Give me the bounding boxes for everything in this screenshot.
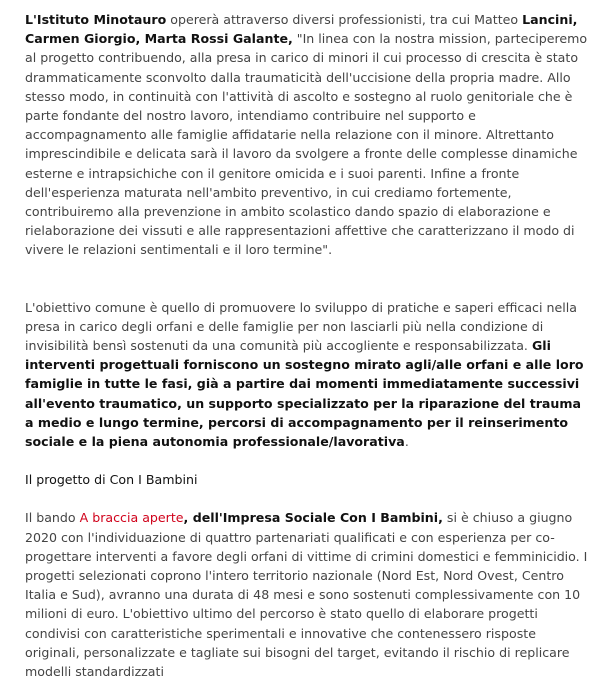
quote-text: "In linea con la nostra mission, parteciperemo al progetto contribuendo, alla presa in carico di minori il cui processo di crescita è stato drammaticamente sconvolto dalla traumaticità dell'uccisione della propria madre. Allo stesso modo, in continuità con l'attività di ascolto e sostegno al ruolo genitoriale che è parte fondante del nostro lavoro, intendiamo contribuire nel supporto e accompagnamento alle famiglie affidatarie nella relazione con il minore. Altrettanto imprescindibile e delicata sarà il lavoro da svolgere a fronte delle complesse dinamiche esterne e intrapsichiche con il genitore omicida e i suoi parenti. Infine a fronte dell'esperienza maturata nell'ambito preventivo, in cui crediamo fortemente, contribuiremo alla prevenzione in ambito scolastico dando spazio di elaborazione e rielaborazione dei vissuti e alle rappresentazioni affettive che caratterizzano il modo di vivere le relazioni sentimentali e il loro termine". [25, 31, 588, 258]
paragraph-text: L'obiettivo comune è quello di promuovere lo sviluppo di pratiche e saperi efficaci nella presa in carico degli orfani e delle famiglie per non lasciarli più nella condizione di invisibilità bensì sostenuti da una comunità più accogliente e responsabilizzata. [25, 299, 577, 354]
paragraph-objective [25, 298, 593, 452]
spacer [25, 451, 593, 470]
bando-link[interactable]: A braccia aperte [79, 510, 184, 526]
org-highlight: , dell'Impresa Sociale Con I Bambini, [183, 510, 443, 526]
staff-names: Lancini, Carmen Giorgio, Marta Rossi Galante, [25, 12, 578, 47]
highlight-text: Gli interventi progettuali forniscono un sostegno mirato agli/alle orfani e alle loro famiglie in tutte le fasi, già a partire dai momenti immediatamente successivi all'evento traumatico, un supporto specializzato per la riparazione del trauma a medio e lungo termine, percorsi di accompagnamento per il reinserimento sociale e la piena autonomia professionale/lavorativa [25, 338, 584, 450]
paragraph-text: Il bando [25, 510, 80, 526]
paragraph-bando [25, 508, 593, 681]
section-heading: Il progetto di Con I Bambini [25, 472, 198, 488]
paragraph-text: si è chiuso a giugno 2020 con l'individuazione di quattro partenariati qualificati e con esperienza per co-progettare interventi a favore degli orfani di vittime di crimini domestici e femminicidio. I progetti selezionati coprono l'intero territorio nazionale (Nord Est, Nord Ovest, Centro Italia e Sud), avranno una durata di 48 mesi e sono sostenuti complessivamente con 10 milioni di euro. L'obiettivo ultimo del percorso è stato quello di elaborare progetti condivisi con caratteristiche sperimentali e innovative che contenessero risposte originali, personalizzate e tagliate sui bisogni del target, evitando il rischio di replicare modelli standardizzati [25, 510, 588, 680]
spacer [25, 489, 593, 508]
paragraph-end: . [404, 434, 409, 450]
org-name: L'Istituto Minotauro [25, 12, 167, 27]
paragraph-minotauro [25, 10, 593, 260]
spacer [25, 260, 593, 298]
paragraph-text: opererà attraverso diversi professionisti, tra cui Matteo [166, 12, 523, 27]
